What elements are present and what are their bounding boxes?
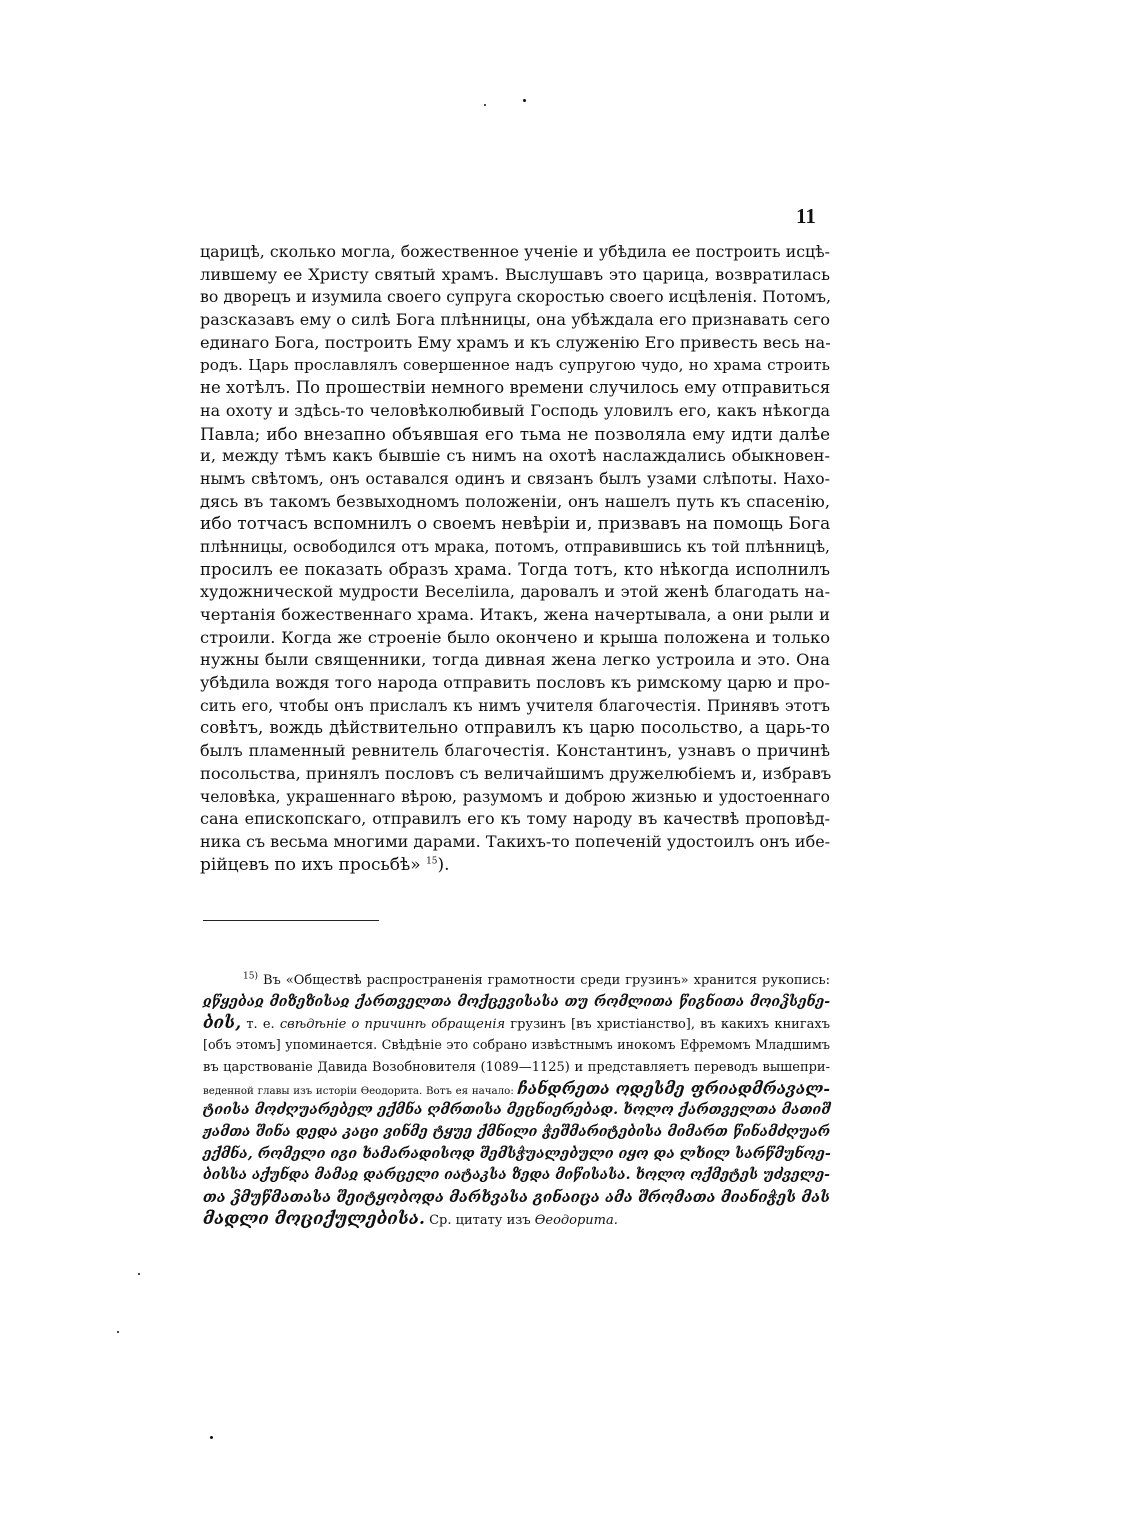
footnote-line xyxy=(203,1013,830,1035)
footnote-line-last xyxy=(203,1209,830,1231)
footnote-divider xyxy=(203,920,379,921)
footnote-marker: 15) xyxy=(243,971,258,982)
footnote-georgian-inline: ჩანდრეთა ოდესმე ფრიადმრავალ- xyxy=(517,1079,830,1099)
text-line: сить его, чтобы онъ прислалъ къ нимъ учителя благочестія. Принявъ этотъ xyxy=(200,696,830,715)
text-line: ибо тотчасъ вспомнилъ о своемъ невѣріи и, призвавъ на помощь Бога xyxy=(200,514,831,535)
footnote-line: въ царствованіе Давида Возобновителя (1089—1125) и представляетъ переводъ вышепри- xyxy=(203,1059,830,1075)
footnote-line: [объ этомъ] упоминается. Свѣдѣніе это собрано извѣстнымъ инокомъ Ефремомъ Младшимъ xyxy=(203,1038,830,1054)
text-line: единаго Бога, построить Ему храмъ и къ служенію Его привесть весь на- xyxy=(200,332,831,352)
text-line: художнической мудрости Веселіила, даровалъ и этой женѣ благодать на- xyxy=(200,582,830,602)
scan-speck xyxy=(523,99,526,102)
text-line-end: ). xyxy=(437,854,450,875)
text-line: лившему ее Христу святый храмъ. Выслушавъ это царица, возвратилась xyxy=(200,264,830,284)
text-line: и, между тѣмъ какъ бывшіе съ нимъ на охотѣ наслаждались обыкновен- xyxy=(200,446,830,466)
footnote-line xyxy=(203,970,830,992)
page-number: 11 xyxy=(796,204,816,228)
text-line: нымъ свѣтомъ, онъ оставался одинъ и связанъ былъ узами слѣпоты. Нахо- xyxy=(200,468,830,488)
text-line: убѣдила вождя того народа отправить пословъ къ римскому царю и про- xyxy=(200,673,830,693)
scan-speck xyxy=(138,1273,140,1275)
text-line: строили. Когда же строеніе было окончено и крыша положена и только xyxy=(200,627,830,647)
text-line: ника съ весьма многими дарами. Такихъ-то попеченій удостоилъ онъ ибе- xyxy=(200,831,831,851)
scan-speck xyxy=(117,1331,119,1333)
footnote-block xyxy=(203,970,830,1230)
text-line: чертанія божественнаго храма. Итакъ, жена начертывала, а они рыли и xyxy=(200,605,830,624)
text-line: не хотѣлъ. По прошествіи немного времени случилось ему отправиться xyxy=(200,378,831,398)
text-line: былъ пламенный ревнитель благочестія. Константинъ, узнавъ о причинѣ xyxy=(200,741,830,761)
text-line: разсказавъ ему о силѣ Бога плѣнницы, она убѣждала его признавать сего xyxy=(200,310,830,330)
text-line: нужны были священники, тогда дивная жена легко устроила и это. Она xyxy=(200,650,830,670)
footnote-line xyxy=(203,1078,830,1100)
footnote-text: веденной главы изъ исторіи Ѳеодорита. Вотъ ея начало: xyxy=(203,1085,514,1098)
footnote-georgian-line: ჟამთა შინა დედა კაცი ვინმე ტყუე ქმნილი ჭეშმარიტებისა მიმართ წინამძღუარ xyxy=(203,1123,830,1140)
footnote-georgian-line: თა ჴმუწმათასა შეიტყობოდა მარხვასა გინაიცა ამა შრომათა მიანიჭეს მას xyxy=(203,1187,830,1206)
footnote-georgian-line: ჲწყებაჲ მიზეზისაჲ ქართველთა მოქცევისასა თუ რომლითა წიგნითა მოიჴსენე- xyxy=(203,993,830,1010)
main-text xyxy=(200,241,830,876)
text-line: сана епископскаго, отправилъ его къ тому народу въ качествѣ проповѣд- xyxy=(200,809,830,829)
text-line: плѣнницы, освободился отъ мрака, потомъ, отправившись къ той плѣнницѣ, xyxy=(200,537,830,556)
text-line-final: рійцевъ по ихъ просьбѣ» xyxy=(200,854,421,875)
footnote-georgian-line: ბისსა აქუნდა მამაჲ დარცელი იატაკსა ზედა მიწისასა. ხოლო ოქმეტეს უძველე- xyxy=(203,1167,830,1184)
text-line-last xyxy=(200,854,830,877)
text-line: во дворецъ и изумила своего супруга скоростью своего исцѣленія. Потомъ, xyxy=(200,287,831,307)
footnote-italic: свѣдѣніе о причинѣ обращенія xyxy=(279,1017,506,1033)
footnote-text: т. е. xyxy=(246,1017,275,1033)
text-line: человѣка, украшеннаго вѣрою, разумомъ и доброю жизнью и удостоеннаго xyxy=(200,787,830,806)
text-line: дясь въ такомъ безвыходномъ положеніи, онъ нашелъ путь къ спасенію, xyxy=(200,491,830,511)
scan-speck xyxy=(484,104,486,106)
footnote-georgian-inline: ბის, xyxy=(203,1013,242,1034)
footnote-italic: Ѳеодорита. xyxy=(534,1212,618,1228)
text-line: родъ. Царь прославлялъ совершенное надъ супругою чудо, но храма строить xyxy=(200,356,830,375)
text-line: просилъ ее показать образъ храма. Тогда тотъ, кто нѣкогда исполнилъ xyxy=(200,559,830,579)
text-line: совѣтъ, вождь дѣйствительно отправилъ къ царю посольство, а царь-то xyxy=(200,718,830,738)
footnote-text: Ср. цитату изъ xyxy=(429,1212,531,1228)
text-line: Павла; ибо внезапно объявшая его тьма не позволяла ему идти далѣе xyxy=(200,423,830,444)
footnote-georgian-line: ტიისა მოძღუარებელ ექმნა ღმრთისა მეცნიერებად. ხოლო ქართველთა მათიშ xyxy=(203,1102,831,1119)
footnote-reference[interactable]: 15 xyxy=(426,855,438,866)
text-line: царицѣ, сколько могла, божественное ученіе и убѣдила ее построить исцѣ- xyxy=(200,242,830,261)
scan-speck xyxy=(210,1436,213,1439)
footnote-text: грузинъ [въ христіанство], въ какихъ книгахъ xyxy=(510,1017,830,1033)
text-line: посольства, принялъ пословъ съ величайшимъ дружелюбіемъ и, избравъ xyxy=(200,763,832,783)
footnote-georgian-line: ექმნა, რომელი იგი ხამარადისოდ შემსჭუალებული იყო და ლხილ სარწმუნოე- xyxy=(203,1145,831,1162)
text-line: на охоту и здѣсь-то человѣколюбивый Господь уловилъ его, какъ нѣкогда xyxy=(200,400,830,420)
footnote-text: Въ «Обществѣ распространенія грамотности среди грузинъ» хранится рукопись: xyxy=(262,973,830,988)
footnote-georgian-inline: მადლი მოციქულებისა. xyxy=(203,1208,425,1229)
